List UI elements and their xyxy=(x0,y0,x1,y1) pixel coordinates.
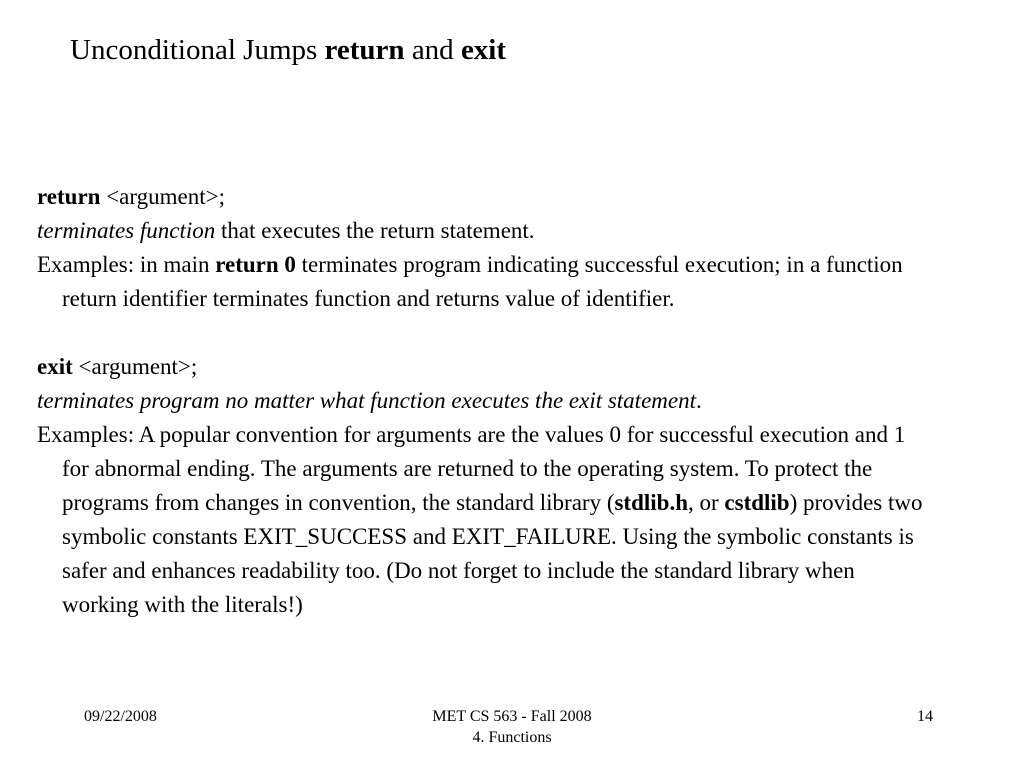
exit-examples-pre: Examples: A popular convention for arguments are the values 0 for successful execution and 1 for abnormal ending. The arguments are returned to the operating system. To protect the programs from changes in convention, the standard library ( xyxy=(37,422,906,515)
return-description-italic: terminates function xyxy=(37,218,216,243)
exit-syntax-line xyxy=(37,350,937,384)
title-keyword-return: return xyxy=(324,34,405,66)
title-mid: and xyxy=(404,34,461,66)
footer-page-number: 14 xyxy=(917,708,933,725)
footer-course xyxy=(312,706,712,748)
exit-description-italic: terminates program no matter what function executes the exit statement xyxy=(37,388,696,413)
exit-examples xyxy=(37,418,937,622)
title-keyword-exit: exit xyxy=(460,34,507,66)
stdlib-h: stdlib.h xyxy=(614,490,688,515)
return-zero: return 0 xyxy=(215,252,296,277)
return-examples xyxy=(37,248,937,316)
exit-examples-mid: , or xyxy=(688,490,725,515)
footer-course-name: MET CS 563 - Fall 2008 xyxy=(432,708,592,725)
slide-body xyxy=(37,180,937,622)
slide-title xyxy=(70,32,506,68)
exit-description xyxy=(37,384,937,418)
return-examples-pre: Examples: in main xyxy=(37,252,216,277)
cstdlib: cstdlib xyxy=(724,490,790,515)
return-keyword: return xyxy=(37,184,101,209)
exit-keyword: exit xyxy=(37,354,73,379)
return-examples-post: terminates program indicating successful execution; in a function return identifier terminates function and returns value of identifier. xyxy=(62,252,903,311)
section-gap xyxy=(37,316,937,350)
exit-examples-post: ) provides two symbolic constants EXIT_SUCCESS and EXIT_FAILURE. Using the symbolic constants is safer and enhances readability too. (Do not forget to include the standard library when working with the literals!) xyxy=(62,490,923,617)
return-syntax-line xyxy=(37,180,937,214)
footer-date: 09/22/2008 xyxy=(84,708,157,725)
return-syntax: <argument>; xyxy=(100,184,225,209)
footer-chapter: 4. Functions xyxy=(472,729,552,746)
return-description xyxy=(37,214,937,248)
exit-description-end: . xyxy=(696,388,702,413)
exit-syntax: <argument>; xyxy=(72,354,198,379)
return-description-rest: that executes the return statement. xyxy=(215,218,535,243)
title-prefix: Unconditional Jumps xyxy=(70,34,325,66)
